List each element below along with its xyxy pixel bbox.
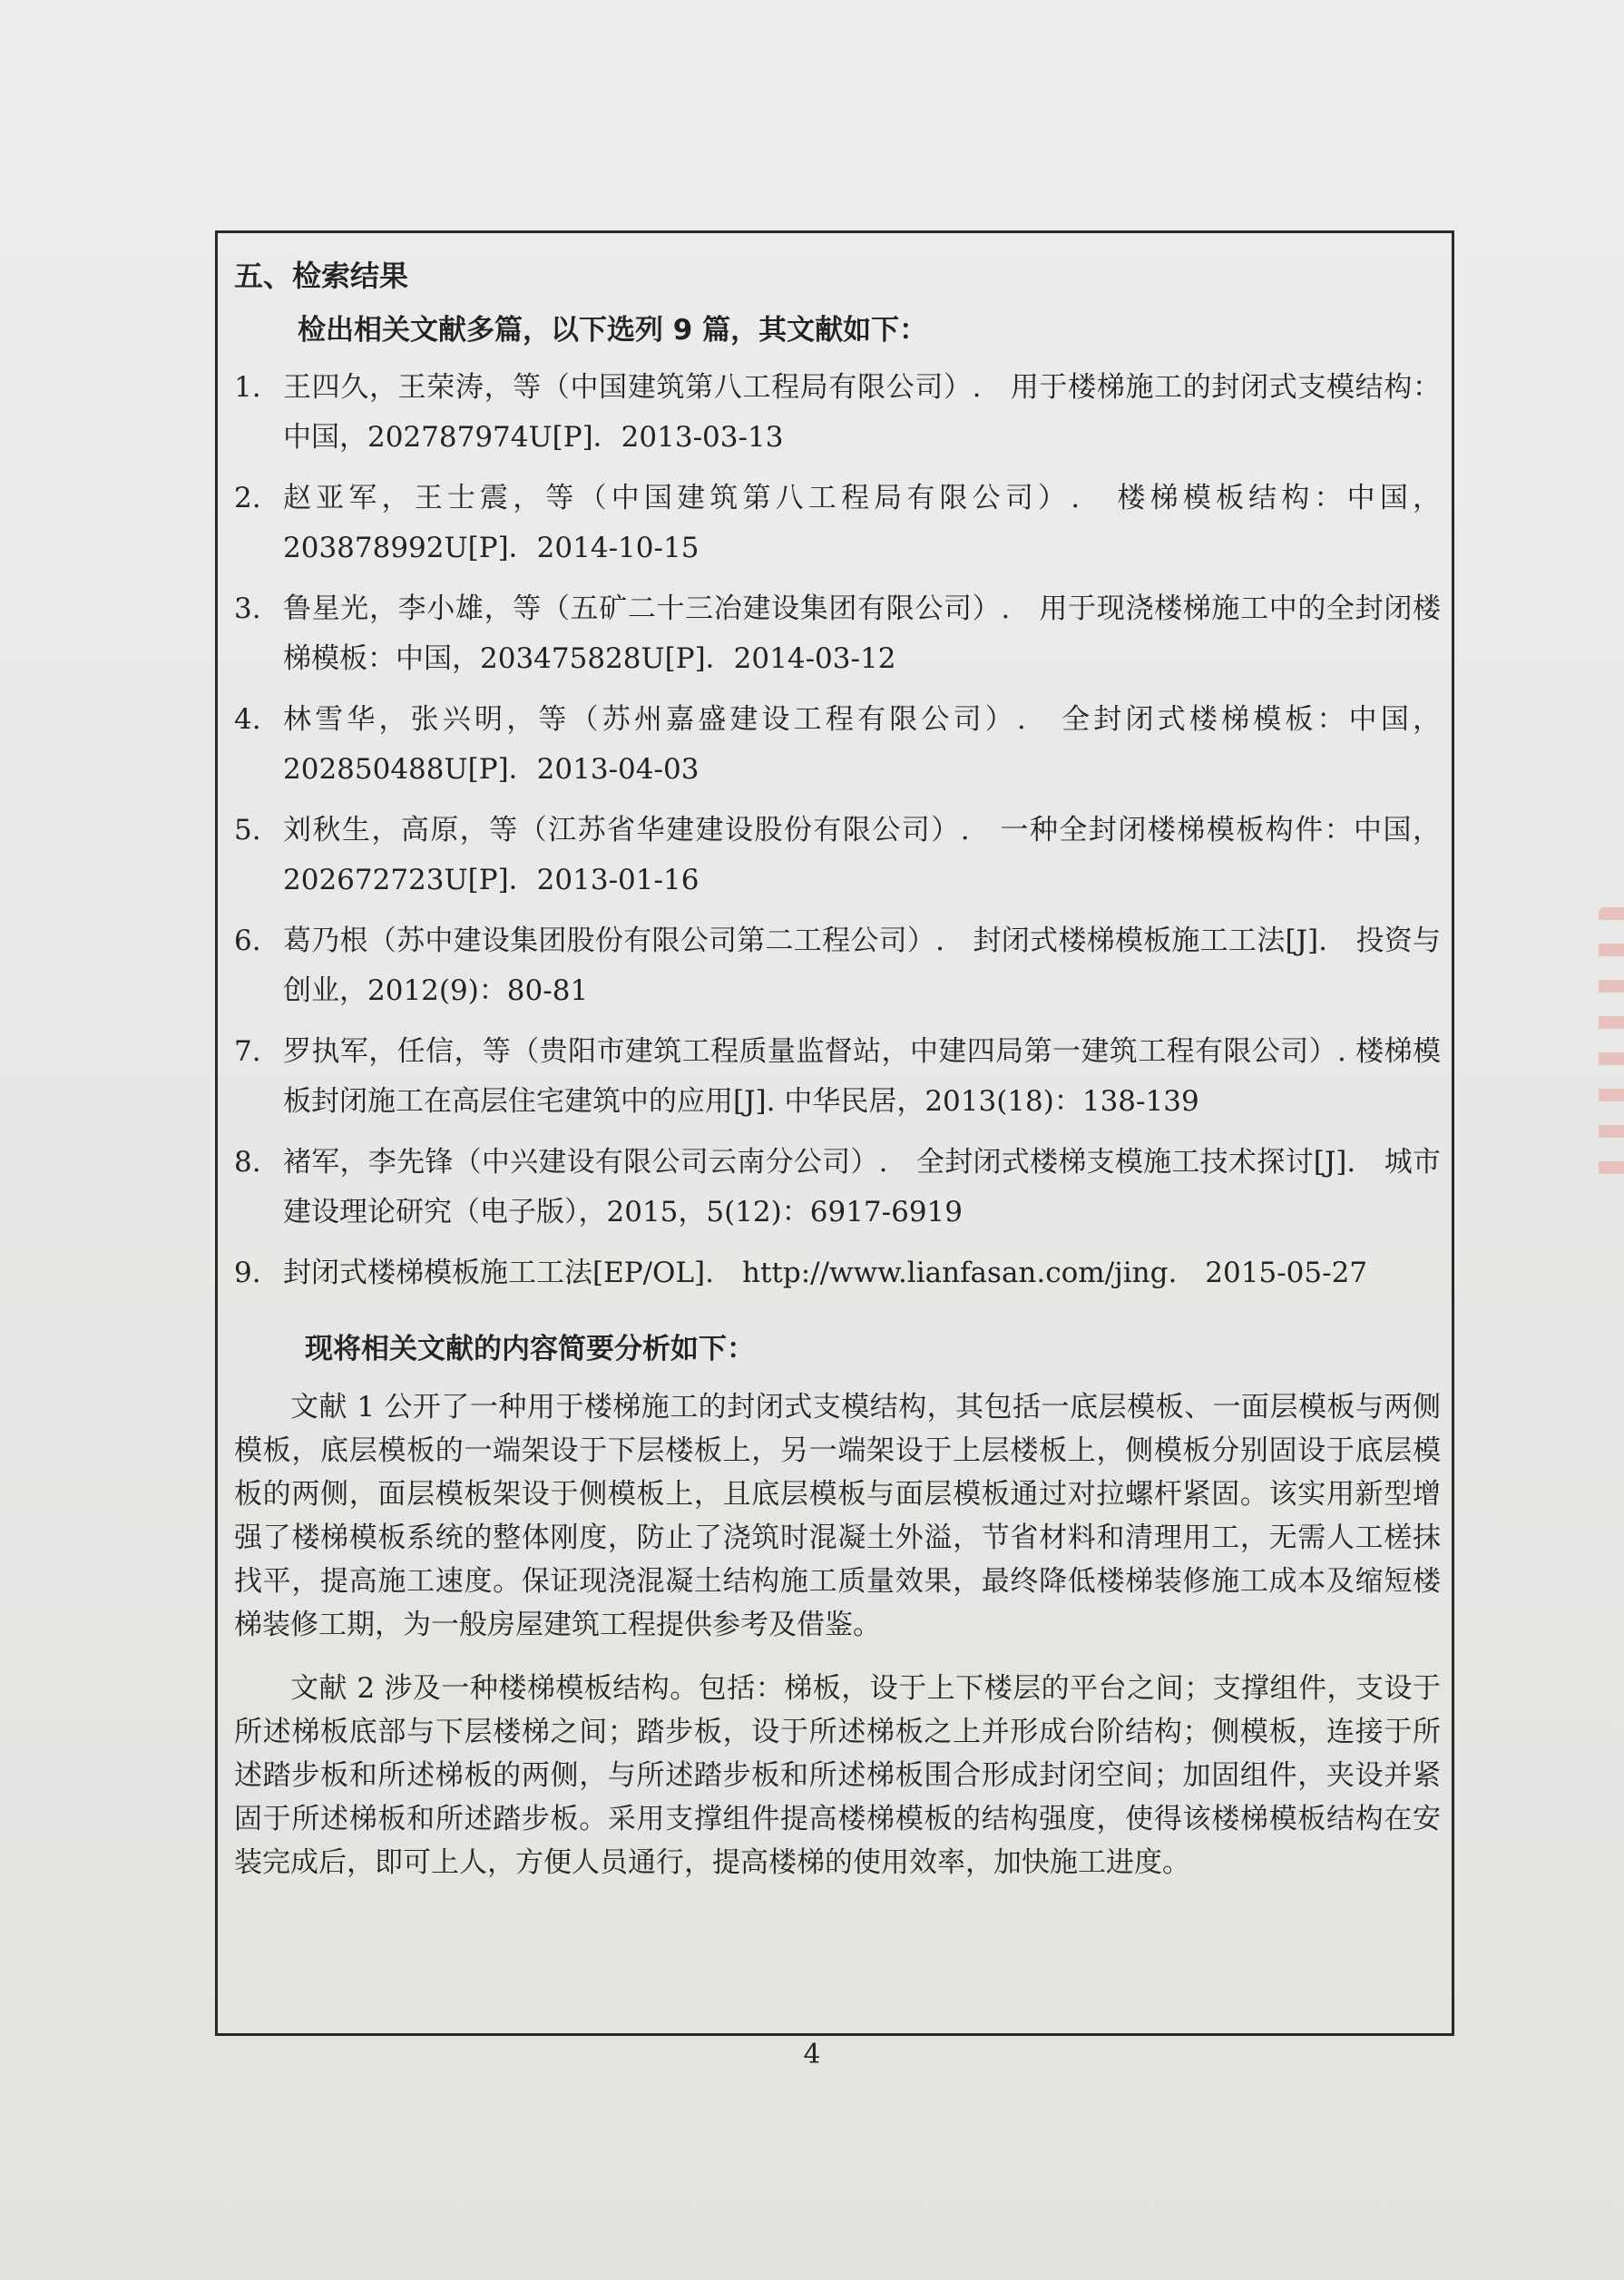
reference-item [234,695,1441,795]
section-title: 五、检索结果 [234,259,409,293]
reference-number: 1. [234,371,261,404]
reference-item [234,363,1441,463]
reference-item [234,916,1441,1016]
analysis-paragraph: 文献 1 公开了一种用于楼梯施工的封闭式支模结构，其包括一底层模板、一面层模板与两侧模板，底层模板的一端架设于下层楼板上，另一端架设于上层楼板上，侧模板分别固设于底层模板的两侧，面层模板架设于侧模板上，且底层模板与面层模板通过对拉螺杆紧固。该实用新型增强了楼梯模板系统的整体刚度，防止了浇筑时混凝土外溢，节省材料和清理用工，无需人工槎抹找平，提高施工速度。保证现浇混凝土结构施工质量效果，最终降低楼梯装修施工成本及缩短楼梯装修工期，为一般房屋建筑工程提供参考及借鉴。 [234,1391,1441,1641]
reference-number: 2. [234,482,261,514]
content-area [234,252,1441,2021]
analysis-heading: 现将相关文献的内容简要分析如下： [305,1333,755,1365]
reference-list [234,363,1441,1298]
reference-text: 刘秋生，高原，等（江苏省华建建设股份有限公司）. 一种全封闭楼梯模板构件：中国，202672723U[P]．2013-01-16 [283,814,1441,896]
reference-item [234,1138,1441,1238]
reference-number: 4. [234,703,261,736]
reference-number: 7. [234,1035,261,1068]
reference-item [234,584,1441,684]
reference-text: 王四久，王荣涛，等（中国建筑第八工程局有限公司）. 用于楼梯施工的封闭式支模结构：中国，202787974U[P]．2013-03-13 [283,371,1441,454]
reference-text: 葛乃根（苏中建设集团股份有限公司第二工程公司）. 封闭式楼梯模板施工工法[J]. 投资与创业，2012(9)：80-81 [283,925,1441,1007]
reference-number: 3. [234,592,261,625]
reference-item [234,1248,1441,1298]
reference-item [234,474,1441,573]
reference-item [234,1027,1441,1127]
reference-text: 褚军，李先锋（中兴建设有限公司云南分公司）. 全封闭式楼梯支模施工技术探讨[J]. 城市建设理论研究（电子版），2015，5(12)：6917-6919 [283,1146,1441,1228]
reference-text: 鲁星光，李小雄，等（五矿二十三冶建设集团有限公司）. 用于现浇楼梯施工中的全封闭楼梯模板：中国，203475828U[P]．2014-03-12 [283,592,1441,675]
reference-number: 8. [234,1146,261,1179]
reference-text: 封闭式楼梯模板施工工法[EP/OL]. http://www.lianfasan.com/jing. 2015-05-27 [283,1257,1368,1289]
reference-number: 5. [234,814,261,846]
red-seal-edge [1599,907,1624,1179]
reference-text: 罗执军，任信，等（贵阳市建筑工程质量监督站，中建四局第一建筑工程有限公司）. 楼梯模板封闭施工在高层住宅建筑中的应用[J]. 中华民居，2013(18)：138-139 [283,1035,1441,1118]
analysis-paragraph: 文献 2 涉及一种楼梯模板结构。包括：梯板，设于上下楼层的平台之间；支撑组件，支设于所述梯板底部与下层楼梯之间；踏步板，设于所述梯板之上并形成台阶结构；侧模板，连接于所述踏步板和所述梯板的两侧，与所述踏步板和所述梯板围合形成封闭空间；加固组件，夹设并紧固于所述梯板和所述踏步板。采用支撑组件提高楼梯模板的结构强度，使得该楼梯模板结构在安装完成后，即可上人，方便人员通行，提高楼梯的使用效率，加快施工进度。 [234,1672,1441,1879]
reference-item [234,806,1441,905]
reference-text: 林雪华，张兴明，等（苏州嘉盛建设工程有限公司）. 全封闭式楼梯模板：中国，202850488U[P]．2013-04-03 [283,703,1441,786]
reference-number: 6. [234,925,261,957]
page-number: 4 [803,2039,821,2070]
reference-number: 9. [234,1257,261,1289]
section-intro: 检出相关文献多篇，以下选列 9 篇，其文献如下： [298,314,928,347]
reference-text: 赵亚军，王士震，等（中国建筑第八工程局有限公司）. 楼梯模板结构：中国，203878992U[P]．2014-10-15 [283,482,1441,564]
